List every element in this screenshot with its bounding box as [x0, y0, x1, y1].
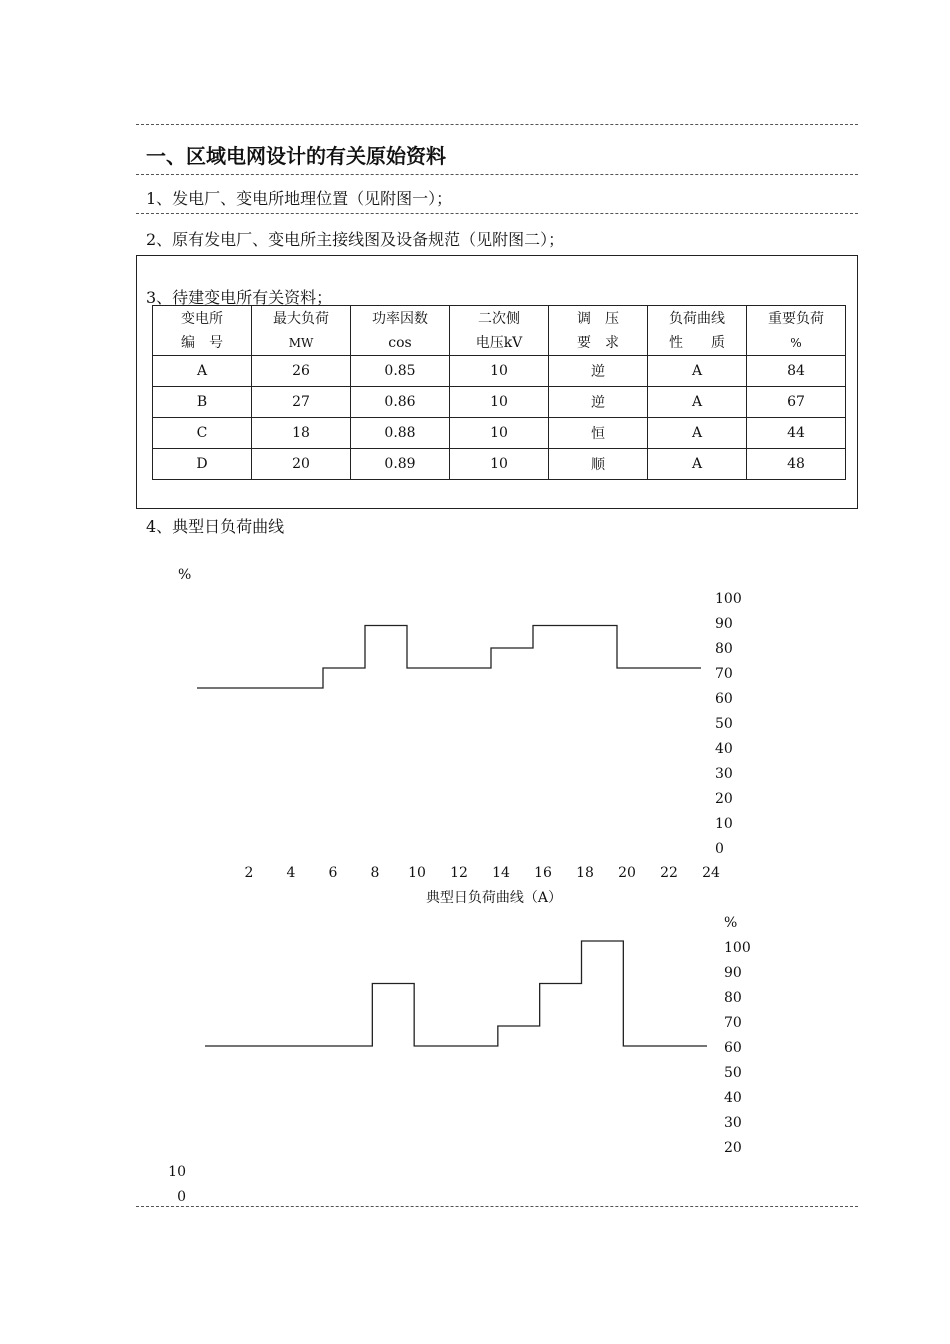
x-tick-label: 18 — [576, 865, 594, 881]
y-tick-label: 30 — [724, 1115, 742, 1131]
y-tick-label: 80 — [724, 990, 742, 1006]
item-4: 4、典型日负荷曲线 — [146, 517, 285, 536]
x-tick-label: 14 — [492, 865, 510, 881]
table-cell: 48 — [747, 449, 846, 480]
y-tick-label: 90 — [724, 965, 742, 981]
divider-bottom — [136, 1206, 858, 1207]
table-cell: A — [648, 449, 747, 480]
y-axis-unit: % — [724, 915, 738, 931]
header-cell: 最大负荷 MW — [252, 306, 351, 356]
load-curve-chart-a — [0, 555, 950, 915]
divider-2 — [136, 213, 858, 214]
load-curve-line — [205, 941, 707, 1046]
item-1: 1、发电厂、变电所地理位置（见附图一）； — [146, 189, 453, 208]
table-row — [153, 356, 846, 387]
table-cell: 0.86 — [351, 387, 450, 418]
table-cell: 18 — [252, 418, 351, 449]
y-axis-unit: % — [178, 567, 192, 583]
table-cell: B — [153, 387, 252, 418]
y-tick-label: 20 — [715, 791, 733, 807]
table-cell: 0.89 — [351, 449, 450, 480]
item-2: 2、原有发电厂、变电所主接线图及设备规范（见附图二）； — [146, 230, 565, 249]
x-tick-label: 6 — [328, 865, 338, 881]
y-tick-label: 40 — [724, 1090, 742, 1106]
y-tick-label-left: 10 — [168, 1164, 186, 1180]
item-3: 3、待建变电所有关资料； — [146, 288, 333, 307]
y-tick-label-left: 0 — [177, 1189, 186, 1205]
table-cell: 26 — [252, 356, 351, 387]
header-cell: 二次侧 电压kV — [450, 306, 549, 356]
table-row — [153, 449, 846, 480]
y-tick-label: 100 — [724, 940, 751, 956]
x-tick-label: 16 — [534, 865, 552, 881]
y-tick-label: 0 — [715, 841, 724, 857]
section-title: 一、区域电网设计的有关原始资料 — [146, 144, 446, 168]
x-tick-label: 4 — [286, 865, 296, 881]
table-cell: 27 — [252, 387, 351, 418]
table-header-row — [153, 306, 846, 356]
y-tick-label: 20 — [724, 1140, 742, 1156]
table-cell: 84 — [747, 356, 846, 387]
table-cell: 0.88 — [351, 418, 450, 449]
table-row — [153, 418, 846, 449]
x-tick-label: 2 — [244, 865, 254, 881]
table-cell: 逆 — [549, 356, 648, 387]
y-tick-label: 90 — [715, 616, 733, 632]
x-tick-label: 20 — [618, 865, 636, 881]
y-tick-label: 70 — [724, 1015, 742, 1031]
x-tick-label: 8 — [370, 865, 380, 881]
table-cell: A — [648, 418, 747, 449]
y-tick-label: 80 — [715, 641, 733, 657]
table-cell: A — [648, 387, 747, 418]
x-tick-label: 22 — [660, 865, 678, 881]
x-tick-label: 12 — [450, 865, 468, 881]
table-cell: 10 — [450, 449, 549, 480]
y-tick-label: 10 — [715, 816, 733, 832]
x-tick-label: 10 — [408, 865, 426, 881]
table-cell: D — [153, 449, 252, 480]
table-cell: 10 — [450, 356, 549, 387]
table-cell: 44 — [747, 418, 846, 449]
header-cell: 功率因数 cos — [351, 306, 450, 356]
y-tick-label: 60 — [715, 691, 733, 707]
table-cell: C — [153, 418, 252, 449]
x-tick-label: 24 — [702, 865, 720, 881]
header-cell: 调 压 要 求 — [549, 306, 648, 356]
table-cell: 逆 — [549, 387, 648, 418]
chart-title: 典型日负荷曲线（A） — [425, 890, 563, 906]
table-cell: 10 — [450, 387, 549, 418]
table-cell: 10 — [450, 418, 549, 449]
divider-top — [136, 124, 858, 125]
table-cell: A — [648, 356, 747, 387]
table-cell: 20 — [252, 449, 351, 480]
table-cell: 0.85 — [351, 356, 450, 387]
table-cell: A — [153, 356, 252, 387]
header-cell: 负荷曲线 性 质 — [648, 306, 747, 356]
table-cell: 67 — [747, 387, 846, 418]
table-cell: 顺 — [549, 449, 648, 480]
table-row — [153, 387, 846, 418]
load-curve-line — [197, 626, 701, 689]
divider-1 — [136, 174, 858, 175]
y-tick-label: 100 — [715, 591, 742, 607]
header-cell: 重要负荷 % — [747, 306, 846, 356]
y-tick-label: 50 — [724, 1065, 742, 1081]
y-tick-label: 60 — [724, 1040, 742, 1056]
y-tick-label: 70 — [715, 666, 733, 682]
y-tick-label: 40 — [715, 741, 733, 757]
header-cell: 变电所 编 号 — [153, 306, 252, 356]
y-tick-label: 30 — [715, 766, 733, 782]
load-curve-chart-b — [0, 905, 950, 1205]
table-cell: 恒 — [549, 418, 648, 449]
substation-table — [152, 305, 846, 480]
y-tick-label: 50 — [715, 716, 733, 732]
